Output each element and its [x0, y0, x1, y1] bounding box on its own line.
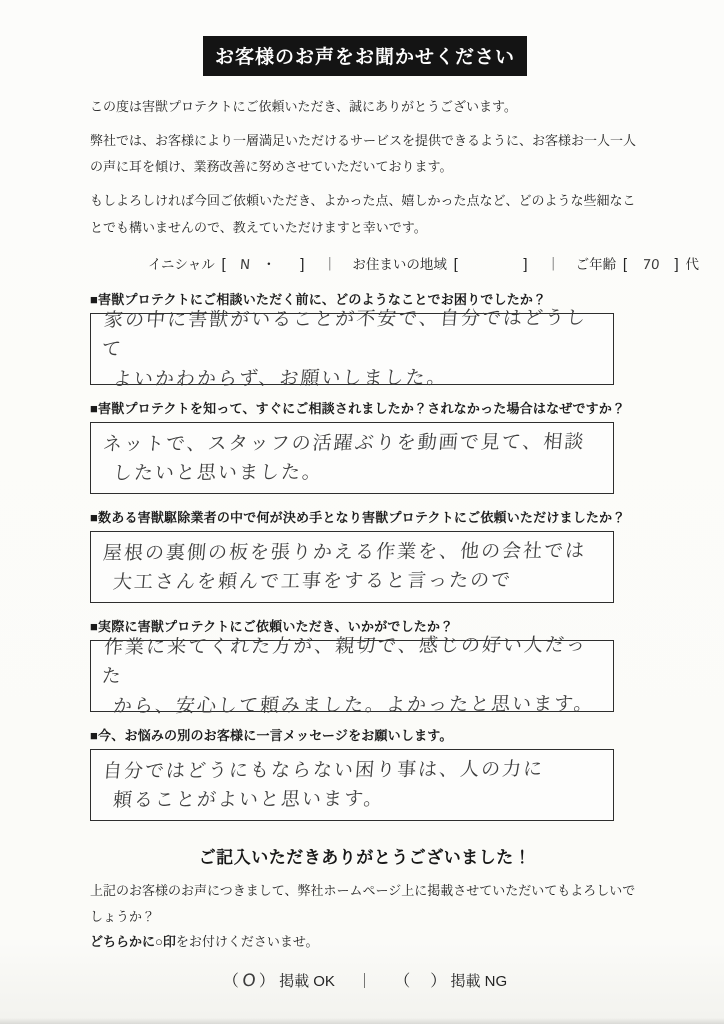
question-label: ■害獣プロテクトにご相談いただく前に、どのようなことでお困りでしたか？ [90, 292, 547, 308]
initial-bracket-open: [ [221, 256, 226, 274]
age-suffix: 代 [685, 257, 699, 273]
intro-paragraph-3: もしよろしければ今回ご依頼いただき、よかった点、嬉しかった点など、どのような些細なことでも構いませんので、教えていただけますと幸いです。 [90, 192, 636, 235]
ng-option-label: 掲載 NG [450, 973, 508, 991]
question-label: ■実際に害獣プロテクトにご依頼いただき、いかがでしたか？ [90, 619, 454, 635]
age-handwritten-value: 70 [641, 257, 661, 274]
options-separator: ｜ [357, 973, 373, 991]
answer-box [90, 422, 614, 494]
answer-box [90, 749, 614, 821]
region-label: お住まいの地域 [352, 257, 447, 273]
answer-box [90, 633, 614, 718]
handwritten-answer-line: 家の中に害獣がいることが不安で、自分ではどうして [100, 306, 588, 361]
respondent-profile-row [148, 253, 699, 274]
question-block-5 [90, 725, 640, 821]
question-block-2 [90, 398, 640, 494]
consent-question-line: 上記のお客様のお声につきまして、弊社ホームページ上に掲載させていただいてもよろしいでしょうか？ [90, 883, 636, 924]
handwritten-answer-line: したいと思いました。 [112, 461, 324, 485]
initial-dot: ・ [262, 257, 276, 273]
region-bracket-open: [ [453, 256, 458, 274]
handwritten-answer-line: 自分ではどうにもならない困り事は、人の力に [102, 757, 546, 783]
region-bracket-close: ] [523, 256, 528, 274]
field-separator: ｜ [546, 257, 560, 273]
intro-section [90, 94, 640, 241]
consent-instruction-bold: どちらかに○印 [90, 933, 176, 949]
initial-label: イニシャル [148, 257, 215, 273]
answer-box [90, 306, 614, 391]
question-block-3 [90, 507, 640, 603]
handwritten-answer-line: 作業に来てくれた方が、親切で、感じの好い人だった [100, 633, 588, 688]
question-label: ■今、お悩みの別のお客様に一言メッセージをお願いします。 [90, 728, 453, 744]
intro-paragraph-1: この度は害獣プロテクトにご依頼いただき、誠にありがとうございます。 [90, 99, 517, 114]
thanks-heading: ご記入いただきありがとうございました！ [198, 848, 532, 868]
field-separator: ｜ [323, 257, 337, 273]
age-label: ご年齢 [575, 257, 617, 273]
handwritten-answer-line: 屋根の裏側の板を張りかえる作業を、他の会社では [102, 539, 588, 565]
question-block-4 [90, 616, 640, 718]
consent-text [90, 878, 640, 954]
page-title: お客様のお声をお聞かせください [203, 36, 527, 76]
consent-options-row [90, 968, 640, 991]
handwritten-answer-line: から、安心して頼みました。よかったと思います。 [112, 692, 596, 718]
question-label: ■数ある害獣駆除業者の中で何が決め手となり害獣プロテクトにご依頼いただけましたか？ [90, 510, 626, 526]
handwritten-answer-line: 大工さんを頼んで工事をすると言ったので [112, 569, 514, 594]
question-block-1 [90, 289, 640, 391]
initial-bracket-close: ] [300, 256, 305, 274]
handwritten-answer-line: 頼ることがよいと思います。 [112, 788, 386, 812]
title-banner [90, 36, 640, 76]
ng-paren-close: ） [430, 973, 447, 991]
ok-paren-open: （ [222, 973, 239, 991]
scan-bottom-shadow [0, 1018, 724, 1024]
ng-paren-open: （ [394, 973, 411, 991]
ok-paren-close: ） [258, 973, 275, 991]
ok-handwritten-circle-mark: O [241, 971, 257, 992]
consent-instruction-rest: をお付けくださいませ。 [175, 933, 319, 949]
consent-instruction-line [90, 929, 640, 954]
initial-handwritten-value: N [239, 257, 252, 274]
age-bracket-open: [ [622, 256, 628, 274]
answer-box [90, 531, 614, 603]
ok-option-label: 掲載 OK [279, 973, 335, 991]
intro-paragraph-2: 弊社では、お客様により一層満足いただけるサービスを提供できるように、お客様お一人一人の声に耳を傾け、業務改善に努めさせていただいております。 [90, 132, 637, 175]
question-label: ■害獣プロテクトを知って、すぐにご相談されましたか？されなかった場合はなぜですか？ [90, 401, 626, 417]
age-bracket-close: ] [674, 256, 679, 274]
form-footer [90, 843, 640, 991]
handwritten-answer-line: ネットで、スタッフの活躍ぶりを動画で見て、相談 [102, 430, 587, 456]
handwritten-answer-line: よいかわからず、お願いしました。 [112, 366, 449, 391]
